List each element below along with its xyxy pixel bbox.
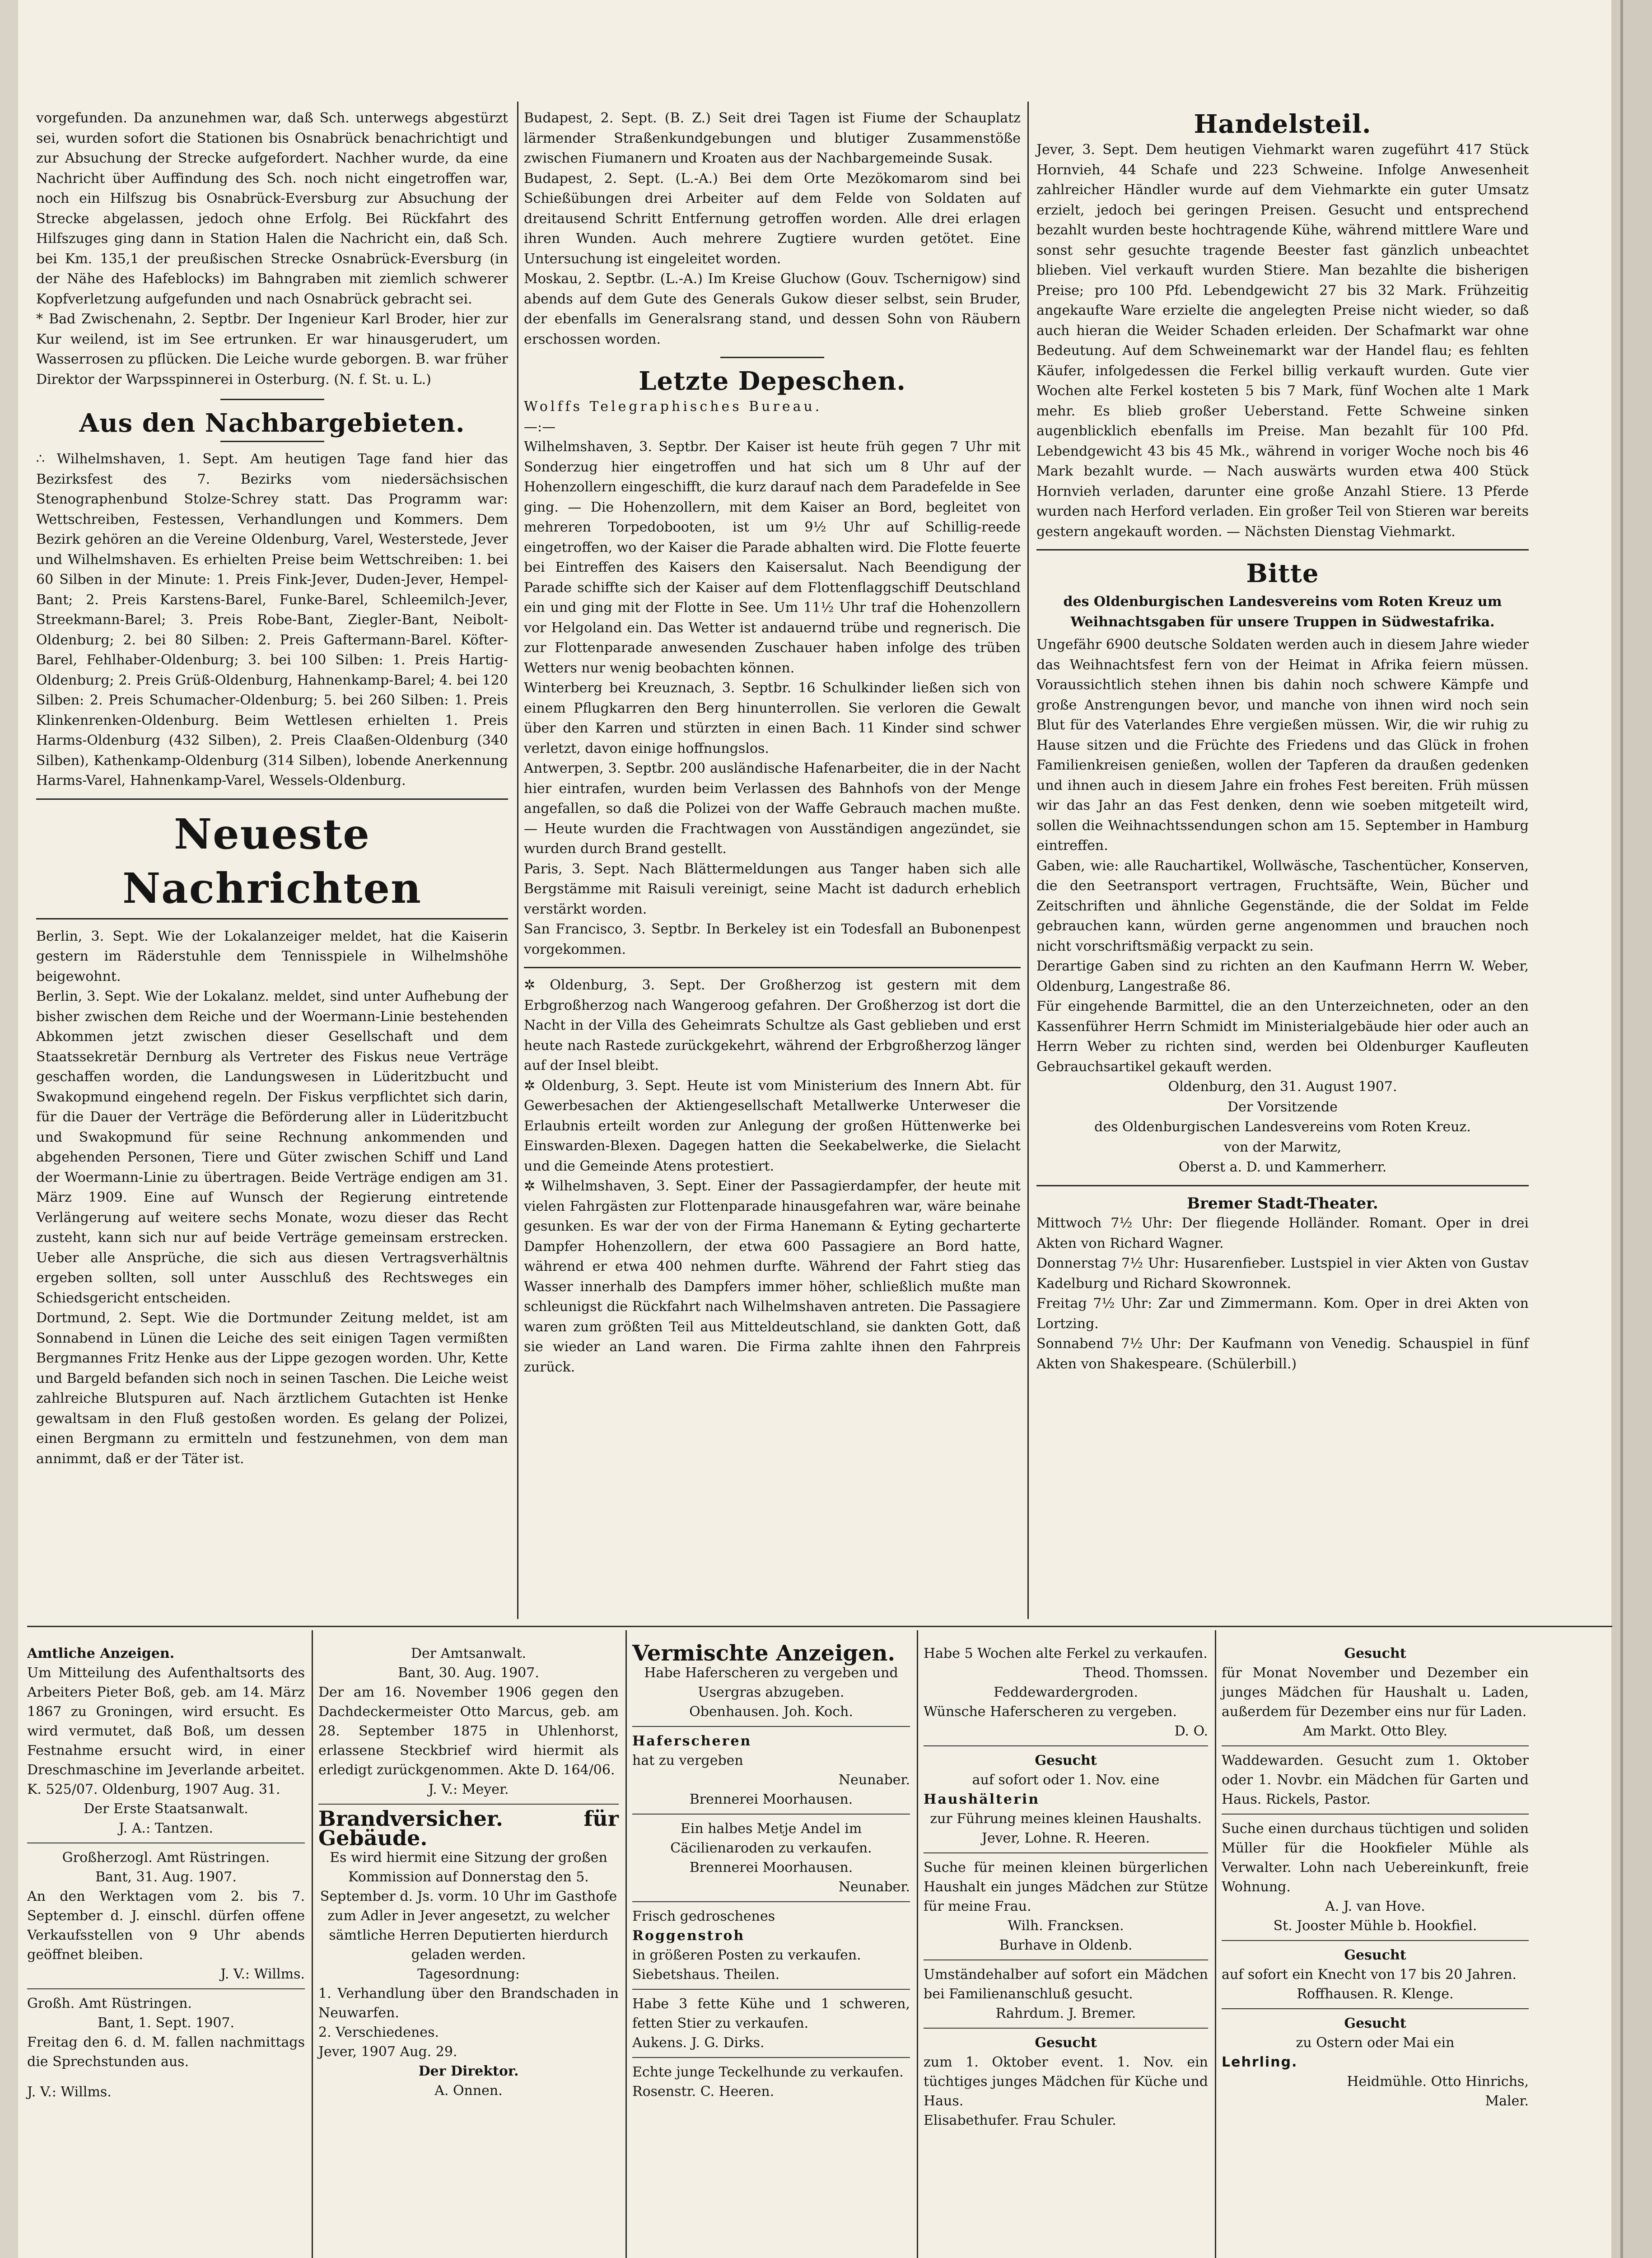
ad-text: Großherzogl. Amt Rüstringen.	[62, 1850, 270, 1866]
ads-column-2	[318, 1644, 619, 2100]
ad-signature: Wilh. Francksen.	[1008, 1918, 1124, 1934]
agenda-item: 1. Verhandlung über den Brandschaden in Neuwarfen.	[318, 1986, 619, 2021]
ad-signature: Neunaber.	[838, 1879, 910, 1895]
left-column	[36, 108, 508, 1469]
ads-separator-rule	[27, 1626, 1612, 1627]
section-divider	[1036, 549, 1529, 551]
signature-line: von der Marwitz,	[1223, 1139, 1342, 1155]
bitte-subheading: des Oldenburgischen Landesvereins vom Roten Kreuz um Weihnachtsgaben für unsere Truppen in Südwestafrika.	[1063, 594, 1502, 630]
article-paragraph: Jever, 3. Sept. Dem heutigen Viehmarkt waren zugeführt 417 Stück Hornvieh, 44 Schafe und 223 Schweine. Infolge Anwesenheit zahlreicher Händler wurde auf dem Viehmarkte ein guter Umsatz erzielt, jedoch bei geringen Preisen. Gesucht und entsprechend bezahlt wurden beste hochtragende Kühe, während mittlere Ware und sonst sehr gesuchte tragende Beester fast gänzlich unbeachtet blieben. Viel verkauft wurden Stiere. Man bezahlte die bisherigen Preise; pro 100 Pfd. Lebendgewicht 27 bis 32 Mark. Frühzeitig angekaufte Ware erzielte die angelegten Preise nicht wieder, so daß auch hieran die Weider Schaden erleiden. Der Schafmarkt war ohne Bedeutung. Auf dem Schweinemarkt war der Handel flau; es fehlten Käufer, infolgedessen die Ferkel billig verkauft wurden. Gute vier Wochen alte Ferkel kosteten 5 bis 7 Mark, fünf Wochen alte 1 Mark mehr. Es blieb großer Ueberstand. Fette Schweine sinken augenblicklich ebenfalls im Preise. Man bezahlt für 100 Pfd. Lebendgewicht 43 bis 45 Mk., während in voriger Woche noch bis 46 Mark bezahlt wurde. — Nach auswärts wurden etwa 400 Stück Hornvieh verladen, darunter eine große Anzahl Stiere. 13 Pferde wurden nach Herford verladen. Ein großer Teil von Stieren war bereits gestern angekauft worden. — Nächsten Dienstag Viehmarkt.	[1036, 142, 1529, 540]
ad-divider	[632, 1989, 910, 1990]
right-column	[1036, 108, 1529, 1374]
ad-divider	[632, 1901, 910, 1902]
news-item: Winterberg bei Kreuznach, 3. Septbr. 16 Schulkinder ließen sich von einem Pflugkarren den Berg hinunterrollen. Sie verloren die Gewalt über den Karren und stürzten in einen Bach. 11 Kinder sind schwer verletzt, davon einige hoffnungslos.	[524, 680, 1021, 756]
ads-column-3	[632, 1641, 910, 2101]
ad-text: in größeren Posten zu verkaufen.	[632, 1947, 861, 1963]
ad-signature: Theod. Thomssen.	[1083, 1665, 1208, 1681]
ad-signature: Siebetshaus. Theilen.	[632, 1967, 780, 1983]
ad-text: Echte junge Teckelhunde zu verkaufen.	[632, 2064, 904, 2080]
ad-title: Roggenstroh	[632, 1928, 745, 1944]
ad-signature: J. V.: Meyer.	[428, 1782, 509, 1797]
ad-text: hat zu vergeben	[632, 1753, 743, 1768]
news-item: ✲ Oldenburg, 3. Sept. Heute ist vom Ministerium des Innern Abt. für Gewerbesachen der Aktiengesellschaft Metallwerke Unterweser die Erlaubnis erteilt worden zur Anlegung der großen Hüttenwerke bei Einswarden-Blexen. Dagegen hatten die Seekabelwerke, die Sielacht und die Gemeinde Atens protestiert.	[524, 1078, 1021, 1174]
column-rule	[517, 102, 518, 1619]
ad-text: Großh. Amt Rüstringen.	[27, 1996, 192, 2011]
agenda-heading: Tagesordnung:	[417, 1966, 520, 1982]
ad-signature: J. V.: Willms.	[220, 1966, 305, 1982]
ad-signature: Brennerei Moorhausen.	[689, 1791, 853, 1807]
ad-signature: J. V.: Willms.	[27, 2084, 112, 2100]
ad-heading: Gesucht	[1035, 2035, 1097, 2051]
ad-heading: Gesucht	[1344, 2015, 1406, 2031]
section-divider	[220, 441, 324, 442]
article-paragraph: vorgefunden. Da anzunehmen war, daß Sch. unterwegs abgestürzt sei, wurden sofort die Stationen bis Osnabrück benachrichtigt und zur Absuchung der Strecke aufgefordert. Nachher wurde, da eine Nachricht über Auffindung des Sch. noch nicht eingetroffen war, noch ein Hilfszug bis Osnabrück-Eversburg zur Absuchung der Strecke abgelassen, jedoch ohne Erfolg. Bei Rückfahrt des Hilfszuges ging dann in Station Halen die Nachricht ein, daß Sch. bei Km. 135,1 der preußischen Strecke Osnabrück-Eversburg (in der Nähe des Hafeblocks) im Bahngraben mit ziemlich schwerer Kopfverletzung aufgefunden und nach Osnabrück gebracht sei.	[36, 110, 508, 307]
ad-divider	[632, 1814, 910, 1815]
ad-signature: Am Markt. Otto Bley.	[1302, 1723, 1448, 1739]
ad-signature: A. J. van Hove.	[1325, 1899, 1425, 1914]
ad-signature: Obenhausen. Joh. Koch.	[689, 1704, 853, 1720]
article-paragraph: Ungefähr 6900 deutsche Soldaten werden auch in diesem Jahre wieder das Weihnachtsfest fern von der Heimat in Afrika feiern müssen. Voraussichtlich stehen ihnen bis dahin noch schwere Kämpfe und große Anstrengungen bevor, und manche von ihnen wird noch sein Blut für des Vaterlandes Ehre vergießen müssen. Wir, die wir ruhig zu Hause sitzen und die Früchte des Friedens und das Glück in frohen Familienkreisen genießen, wollen der Tapferen da draußen gedenken und ihnen auch in diesem Jahre ein frohes Fest bereiten. Früh müssen wir das Jahr an das Fest denken, denn wie soeben mitgeteilt wird, sollen die Weihnachtssendungen schon am 15. September in Hamburg eintreffen.	[1036, 637, 1529, 854]
ad-text: Suche einen durchaus tüchtigen und soliden Müller für die Hookfieler Mühle als Verwalter. Lohn nach Uebereinkunft, freie Wohnung.	[1222, 1821, 1529, 1895]
ad-text: Freitag den 6. d. M. fallen nachmittags die Sprechstunden aus.	[27, 2034, 305, 2070]
ad-text: Der am 16. November 1906 gegen den Dachdeckermeister Otto Marcus, geb. am 28. September 1875 in Uhlenhorst, erlassene Steckbrief wird hiermit als erledigt zurückgenommen. Akte D. 164/06.	[318, 1684, 619, 1778]
ad-signature: A. Onnen.	[434, 2083, 503, 2099]
theater-entry: Sonnabend 7½ Uhr: Der Kaufmann von Venedig. Schauspiel in fünf Akten von Shakespeare. (Schülerbill.)	[1036, 1336, 1529, 1372]
section-divider	[1036, 1185, 1529, 1186]
section-heading: Letzte Depeschen.	[639, 366, 906, 396]
section-heading: Bitte	[1246, 559, 1319, 588]
ad-signature: Heidmühle. Otto Hinrichs,	[1347, 2074, 1529, 2090]
ad-heading: Amtliche Anzeigen.	[27, 1646, 175, 1661]
signature-line: Der Vorsitzende	[1227, 1099, 1338, 1115]
ad-title: Lehrling.	[1222, 2054, 1298, 2070]
ad-heading: Vermischte Anzeigen.	[632, 1641, 896, 1666]
news-item: Berlin, 3. Sept. Wie der Lokalanzeiger meldet, hat die Kaiserin gestern im Räderstuhle dem Tennisspiele in Wilhelmshöhe beigewohnt.	[36, 928, 508, 984]
ad-signature: Neunaber.	[838, 1772, 910, 1788]
news-item: Wilhelmshaven, 3. Septbr. Der Kaiser ist heute früh gegen 7 Uhr mit Sonderzug hier eingetroffen und hat sich um 8 Uhr auf der Hohenzollern eingeschifft, die kurz darauf nach dem Paradefelde in See ging. — Die Hohenzollern, mit dem Kaiser an Bord, begleitet von mehreren Torpedobooten, ist um 9½ Uhr auf Schillig-reede eingetroffen, wo der Kaiser die Parade abhalten wird. Die Flotte feuerte bei Eintreffen des Kaisers den Kaisersalut. Nach Beendigung der Parade schiffte sich der Kaiser auf dem Flottenflaggschiff Deutschland ein und ging mit der Flotte in See. Um 11½ Uhr traf die Hohenzollern vor Helgoland ein. Das Wetter ist andauernd trübe und regnerisch. Die zur Flottenparade anwesenden Zuschauer haben infolge des trüben Wetters nur wenig beobachten können.	[524, 439, 1021, 676]
section-heading: Handelsteil.	[1194, 109, 1372, 139]
ad-text: Habe 5 Wochen alte Ferkel zu verkaufen.	[924, 1646, 1208, 1661]
ad-signature: Aukens. J. G. Dirks.	[632, 2035, 765, 2051]
theater-entry: Freitag 7½ Uhr: Zar und Zimmermann. Kom. Oper in drei Akten von Lortzing.	[1036, 1296, 1529, 1332]
ad-text: Umständehalber auf sofort ein Mädchen bei Familienanschluß gesucht.	[924, 1967, 1208, 2002]
ad-text: zu Ostern oder Mai ein	[1296, 2035, 1455, 2051]
ad-text: Waddewarden. Gesucht zum 1. Oktober oder 1. Novbr. ein Mädchen für Garten und Haus. Rickels, Pastor.	[1222, 1753, 1529, 1807]
ad-text: Um Mitteilung des Aufenthaltsorts des Arbeiters Pieter Boß, geb. am 14. März 1867 zu Groningen, wird ersucht. Es wird vermutet, daß Boß, um dessen Festnahme ersucht wird, in einer Dreschmaschine im Jeverlande arbeitet. K. 525/07. Oldenburg, 1907 Aug. 31.	[27, 1665, 305, 1797]
ad-signature: Elisabethufer. Frau Schuler.	[924, 2113, 1116, 2128]
ad-title: Haferscheren	[632, 1733, 752, 1749]
ad-signature: Burhave in Oldenb.	[999, 1937, 1133, 1953]
dash-ornament: —:—	[524, 419, 556, 435]
section-divider	[220, 399, 324, 400]
section-heading: Aus den Nachbargebieten.	[79, 408, 465, 438]
article-paragraph: Budapest, 2. Sept. (L.-A.) Bei dem Orte Mezökomarom sind bei Schießübungen drei Arbeiter auf dem Felde von Soldaten auf dreitausend Schritt Entfernung getroffen worden. Alle drei erlagen ihren Wunden. Auch mehrere Zugtiere wurden getötet. Eine Untersuchung ist eingeleitet worden.	[524, 170, 1021, 267]
ad-signature: Rahrdum. J. Bremer.	[995, 2006, 1136, 2021]
ad-text: Frisch gedroschenes	[632, 1908, 775, 1924]
news-item: San Francisco, 3. Septbr. In Berkeley ist ein Todesfall an Bubonenpest vorgekommen.	[524, 921, 1021, 957]
ads-column-rule	[917, 1630, 918, 2258]
ad-text: Bant, 30. Aug. 1907.	[398, 1665, 539, 1681]
ad-heading: Gesucht	[1344, 1947, 1406, 1963]
right-page-edge	[1611, 0, 1652, 2258]
ad-text: für Monat November und Dezember ein junges Mädchen für Haushalt u. Laden, außerdem für Dezember eins nur für Laden.	[1222, 1665, 1529, 1720]
ad-signature: St. Jooster Mühle b. Hookfiel.	[1273, 1918, 1477, 1934]
date-line: Oldenburg, den 31. August 1907.	[1168, 1079, 1397, 1095]
ad-signature: Maler.	[1485, 2093, 1529, 2109]
section-divider	[36, 918, 508, 919]
section-divider	[720, 357, 824, 358]
ad-signature: Rosenstr. C. Heeren.	[632, 2084, 775, 2099]
ad-text: Jever, 1907 Aug. 29.	[318, 2044, 457, 2060]
ad-title: Haushälterin	[924, 1791, 1040, 1807]
ad-divider	[632, 2057, 910, 2058]
ad-divider	[924, 2028, 1208, 2029]
ad-signature: D. O.	[1174, 1723, 1208, 1739]
ad-text: auf sofort oder 1. Nov. eine	[972, 1772, 1160, 1788]
news-item: Dortmund, 2. Sept. Wie die Dortmunder Zeitung meldet, ist am Sonnabend in Lünen die Leiche des seit einigen Tagen vermißten Bergmannes Fritz Henke aus der Lippe gezogen worden. Uhr, Kette und Bargeld befanden sich noch in seinen Taschen. Die Leiche weist zahlreiche Blutspuren auf. Nach ärztlichem Gutachten ist Henke gewaltsam in den Fluß gestoßen worden. Es gelang der Polizei, einen Bergmann zu ermitteln und festzunehmen, von dem man annimmt, daß er der Täter ist.	[36, 1310, 508, 1467]
ad-text: zur Führung meines kleinen Haushalts.	[930, 1811, 1202, 1827]
article-paragraph: Derartige Gaben sind zu richten an den Kaufmann Herrn W. Weber, Oldenburg, Langestraße 86.	[1036, 958, 1529, 994]
ad-text: Bant, 1. Sept. 1907.	[97, 2015, 235, 2031]
ad-text: zum 1. Oktober event. 1. Nov. ein tüchtiges junges Mädchen für Küche und Haus.	[924, 2054, 1208, 2109]
article-paragraph: ∴ Wilhelmshaven, 1. Sept. Am heutigen Tage fand hier das Bezirksfest des 7. Bezirks vom niedersächsischen Stenographenbund Stolze-Schrey statt. Das Programm war: Wettschreiben, Festessen, Verhandlungen und Kommers. Dem Bezirk gehören an die Vereine Oldenburg, Varel, Westerstede, Jever und Wilhelmshaven. Es erhielten Preise beim Wettschreiben: 1. bei 60 Silben in der Minute: 1. Preis Fink-Jever, Duden-Jever, Hempel-Bant; 2. Preis Karstens-Barel, Funke-Barel, Schleemilch-Jever, Streekmann-Barel; 3. Preis Robe-Bant, Ziegler-Bant, Neibolt-Oldenburg; 2. bei 80 Silben: 2. Preis Gaftermann-Barel. Köfter-Barel, Fehlhaber-Oldenburg; 3. bei 100 Silben: 1. Preis Hartig-Oldenburg; 2. Preis Grüß-Oldenburg, Hahnenkamp-Barel; 4. bei 120 Silben: 2. Preis Schumacher-Oldenburg; 5. bei 260 Silben: 1. Preis Klinkenrenken-Oldenburg. Beim Wettlesen erhielten 1. Preis Harms-Oldenburg (432 Silben), 2. Preis Claaßen-Oldenburg (340 Silben), Kathenkamp-Oldenburg (314 Silben), lobende Anerkennung Harms-Varel, Hahnenkamp-Varel, Wessels-Oldenburg.	[36, 451, 508, 788]
bureau-line: Wolffs Telegraphisches Bureau.	[524, 399, 822, 415]
ad-signature: Der Erste Staatsanwalt.	[84, 1801, 248, 1817]
ads-column-5	[1222, 1644, 1529, 2111]
ads-column-4	[924, 1644, 1208, 2130]
ad-text: Ein halbes Metje Andel im Cäcilienaroden zu verkaufen.	[670, 1821, 872, 1856]
section-divider	[524, 967, 1021, 968]
article-paragraph: Moskau, 2. Septbr. (L.-A.) Im Kreise Gluchow (Gouv. Tschernigow) sind abends auf dem Gute des Generals Gukow dieser selbst, sein Bruder, der ebenfalls im Generalsrang stand, und dessen Sohn von Räubern erschossen worden.	[524, 271, 1021, 347]
ad-text: Der Amtsanwalt.	[411, 1646, 527, 1661]
ad-text: auf sofort ein Knecht von 17 bis 20 Jahren.	[1222, 1967, 1517, 1983]
ad-text: Es wird hiermit eine Sitzung der großen Kommission auf Donnerstag den 5. September d. Js. vorm. 10 Uhr im Gasthofe zum Adler in Jever angesetzt, zu welcher sämtliche Herren Deputierten hierdurch geladen werden.	[320, 1850, 617, 1963]
ad-signature: Der Direktor.	[418, 2063, 519, 2079]
ad-text: Habe 3 fette Kühe und 1 schweren, fetten Stier zu verkaufen.	[632, 1996, 910, 2031]
ad-divider	[318, 1804, 619, 1805]
left-page-margin	[0, 0, 18, 2258]
ad-heading: Brandversicher. für Gebäude.	[318, 1806, 619, 1850]
news-item: ✲ Oldenburg, 3. Sept. Der Großherzog ist gestern mit dem Erbgroßherzog nach Wangeroog gefahren. Der Großherzog ist dort die Nacht in der Villa des Geheimrats Schultze als Gast geblieben und erst heute nach Rastede zurückgekehrt, während der Erbgroßherzog länger auf der Insel bleibt.	[524, 977, 1021, 1073]
ad-heading: Gesucht	[1035, 1753, 1097, 1768]
theater-heading: Bremer Stadt-Theater.	[1187, 1194, 1378, 1213]
ad-signature: Roffhausen. R. Klenge.	[1297, 1986, 1454, 2002]
ad-divider	[1222, 1940, 1529, 1941]
ad-divider	[1222, 2008, 1529, 2009]
ad-signature: Feddewardergroden.	[994, 1684, 1138, 1700]
ad-divider	[27, 1988, 305, 1989]
ads-column-1	[27, 1644, 305, 2102]
ad-divider	[924, 1959, 1208, 1960]
ads-column-rule	[625, 1630, 627, 2258]
ad-divider	[924, 1852, 1208, 1853]
ad-text: An den Werktagen vom 2. bis 7. September d. J. einschl. dürfen offene Verkaufsstellen von 9 Uhr abends geöffnet bleiben.	[27, 1889, 305, 1963]
ad-divider	[1222, 1745, 1529, 1746]
signature-line: Oberst a. D. und Kammerherr.	[1178, 1159, 1387, 1175]
section-divider	[36, 798, 508, 800]
news-item: Paris, 3. Sept. Nach Blättermeldungen aus Tanger haben sich alle Bergstämme mit Raisuli vereinigt, seine Macht ist dadurch erheblich verstärkt worden.	[524, 861, 1021, 917]
ad-heading: Gesucht	[1344, 1646, 1406, 1661]
article-paragraph: * Bad Zwischenahn, 2. Septbr. Der Ingenieur Karl Broder, hier zur Kur weilend, ist im See ertrunken. Er war hinausgerudert, um Wasserrosen zu pflücken. Die Leiche wurde geborgen. B. war früher Direktor der Warpsspinnerei in Osterburg. (N. f. St. u. L.)	[36, 311, 508, 387]
news-item: ✲ Wilhelmshaven, 3. Sept. Einer der Passagierdampfer, der heute mit vielen Fahrgästen zur Flottenparade hinausgefahren war, wäre beinahe gesunken. Es war der von der Firma Hanemann & Eyting gecharterte Dampfer Hohenzollern, der etwa 600 Passagiere an Bord hatte, während er etwa 400 nehmen durfte. Während der Fahrt stieg das Wasser innerhalb des Dampfers immer höher, schließlich mußte man schleunigst die Rückfahrt nach Wilhelmshaven antreten. Die Passagiere waren zum größten Teil aus Mitteldeutschland, sie dankten Gott, daß sie wieder an Land waren. Die Firma zahlte ihnen den Fahrpreis zurück.	[524, 1178, 1021, 1375]
big-heading: Neueste Nachrichten	[122, 809, 422, 913]
news-item: Antwerpen, 3. Septbr. 200 ausländische Hafenarbeiter, die in der Nacht hier eintrafen, wurden beim Verlassen des Bahnhofs von der Menge angefallen, so daß die Polizei von der Waffe Gebrauch machen mußte. — Heute wurden die Frachtwagen von Ausständigen angezündet, sie wurden durch Brand gestellt.	[524, 760, 1021, 857]
ad-divider	[1222, 1814, 1529, 1815]
ad-text: Wünsche Haferscheren zu vergeben.	[924, 1704, 1177, 1720]
news-item: Berlin, 3. Sept. Wie der Lokalanz. meldet, sind unter Aufhebung der bisher zwischen dem Reiche und der Woermann-Linie bestehenden Abkommen jetzt zwischen dieser Gesellschaft und dem Staatssekretär Dernburg als Vertreter des Fiskus neue Verträge geschaffen worden, die Landungswesen in Lüderitzbucht und Swakopmund eingehend regeln. Der Fiskus verpflichtet sich darin, für die Dauer der Verträge die Beförderung aller in Lüderitzbucht und Swakopmund für seine Rechnung ankommenden und abgehenden Personen, Tiere und Güter zwischen Schiff und Land der Woermann-Linie zu übertragen. Beide Verträge endigen am 31. März 1909. Eine auf Wunsch der Regierung eintretende Verlängerung auf weitere sechs Monate, wozu dieser das Recht zusteht, kann sich nur auf beide Verträge gemeinsam erstrecken. Ueber alle Ansprüche, die sich aus diesen Vertragsverhältnis ergeben sollten, soll unter Ausschluß des Rechtsweges ein Schiedsgericht entscheiden.	[36, 989, 508, 1306]
ad-text: Bant, 31. Aug. 1907.	[95, 1869, 237, 1885]
theater-entry: Mittwoch 7½ Uhr: Der fliegende Holländer. Romant. Oper in drei Akten von Richard Wagner.	[1036, 1215, 1529, 1251]
theater-entry: Donnerstag 7½ Uhr: Husarenfieber. Lustspiel in vier Akten von Gustav Kadelburg und Richard Skowronnek.	[1036, 1255, 1529, 1292]
ads-column-rule	[1215, 1630, 1216, 2258]
ad-signature: Brennerei Moorhausen.	[689, 1860, 853, 1875]
middle-column	[524, 108, 1021, 1377]
ad-signature: J. A.: Tantzen.	[119, 1820, 213, 1836]
column-rule	[1027, 102, 1029, 1619]
ad-signature: Jever, Lohne. R. Heeren.	[981, 1830, 1150, 1846]
article-paragraph: Gaben, wie: alle Rauchartikel, Wollwäsche, Taschentücher, Konserven, die den Seetransport vertragen, Fruchtsäfte, Wein, Bücher und Zeitschriften und ähnliche Gegenstände, die der Soldat im Felde gebrauchen kann, würden gerne angenommen und brauchen noch nicht vorschriftsmäßig verpackt zu sein.	[1036, 858, 1529, 954]
article-paragraph: Budapest, 2. Sept. (B. Z.) Seit drei Tagen ist Fiume der Schauplatz lärmender Straßenkundgebungen und blutiger Zusammenstöße zwischen Fiumanern und Kroaten aus der Nachbargemeinde Susak.	[524, 110, 1021, 166]
ad-divider	[924, 1745, 1208, 1746]
ad-text: Habe Haferscheren zu vergeben und Usergras abzugeben.	[644, 1665, 898, 1700]
signature-line: des Oldenburgischen Landesvereins vom Roten Kreuz.	[1094, 1119, 1471, 1135]
ad-text: Suche für meinen kleinen bürgerlichen Haushalt ein junges Mädchen zur Stütze für meine Frau.	[924, 1860, 1208, 1914]
article-paragraph: Für eingehende Barmittel, die an den Unterzeichneten, oder an den Kassenführer Herrn Schmidt im Ministerialgebäude hier oder auch an Herrn Weber zu richten sind, werden bei Oldenburger Kaufleuten Gebrauchsartikel gekauft werden.	[1036, 998, 1529, 1075]
agenda-item: 2. Verschiedenes.	[318, 2025, 439, 2040]
ad-divider	[632, 1726, 910, 1727]
ads-column-rule	[312, 1630, 313, 2258]
